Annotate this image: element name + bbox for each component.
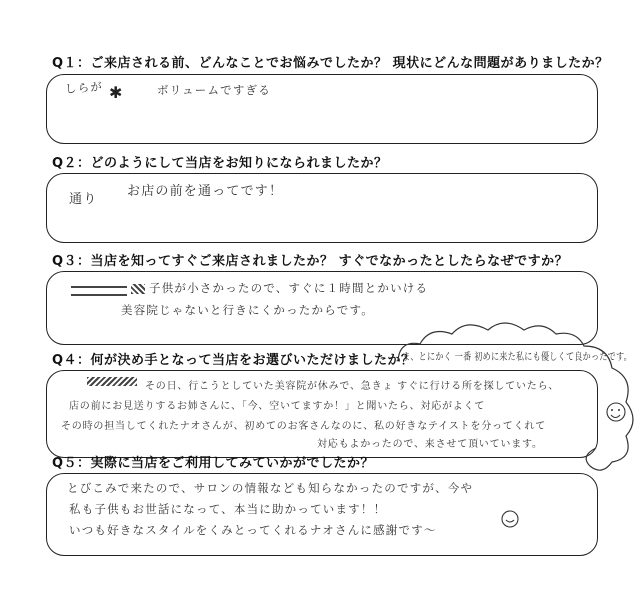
question-4-label: Q４：何が決め手となって当店をお選びいただけましたか？ <box>52 353 415 368</box>
q3-answer-line: 美容院じゃないと行きにくかったからです。 <box>121 303 374 317</box>
q3-answer-line: 子供が小さかったので、すぐに１時間とかいける <box>149 281 429 295</box>
answer-box-2 <box>46 173 598 243</box>
crossed-out-scribble <box>71 286 127 296</box>
answer-box-1 <box>46 74 598 144</box>
q4-answer-line: その時の担当してくれたナオさんが、初めてのお客さんなのに、私の好きなテイストを分ってくれて <box>61 421 546 432</box>
q5-answer-line: いつも好きなスタイルをくみとってくれるナオさんに感謝です～ <box>69 523 437 537</box>
q4-answer-line: その日、行こうとしていた美容院が休みで、急きょ すぐに行ける所を探していたら、 <box>145 381 560 392</box>
answer-box-5 <box>46 473 598 556</box>
question-3-label: Q３：当店を知ってすぐご来店されましたか？ すぐでなかったとしたらなぜですか？ <box>52 254 569 269</box>
q1-answer-line: ボリュームですぎる <box>157 83 271 97</box>
q4-side-note: ま、とにかく 一番 初めに来た私にも優しくて良かったです。 <box>402 352 632 363</box>
q2-answer-word: 通り <box>69 192 98 207</box>
q4-answer-line: 店の前にお見送りするお姉さんに、「今、空いてますか！」と聞いたら、対応がよくて <box>69 401 486 412</box>
asterisk-mark: ✱ <box>109 83 123 102</box>
answer-box-4 <box>46 370 598 458</box>
q1-answer-word: しらが <box>64 79 104 96</box>
question-5-label: Q５：実際に当店をご利用してみていかがでしたか？ <box>52 456 375 471</box>
q5-answer-line: とびこみで来たので、サロンの情報なども知らなかったのですが、今や <box>67 481 474 495</box>
q4-answer-line: 対応もよかったので、来させて頂いています。 <box>317 439 543 450</box>
q5-answer-line: 私も子供もお世話になって、本当に助かっています！！ <box>69 502 387 516</box>
crossed-out-scribble <box>131 284 145 294</box>
q2-answer-line: お店の前を通ってです！ <box>127 184 284 199</box>
answer-box-3 <box>46 271 598 345</box>
smiley-face-icon <box>499 508 521 530</box>
crossed-out-scribble <box>87 377 137 386</box>
question-2-label: Q２：どのようにして当店をお知りになられましたか？ <box>52 156 388 171</box>
question-1-label: Q１：ご来店される前、どんなことでお悩みでしたか？ 現状にどんな問題がありましたか？ <box>52 56 609 71</box>
